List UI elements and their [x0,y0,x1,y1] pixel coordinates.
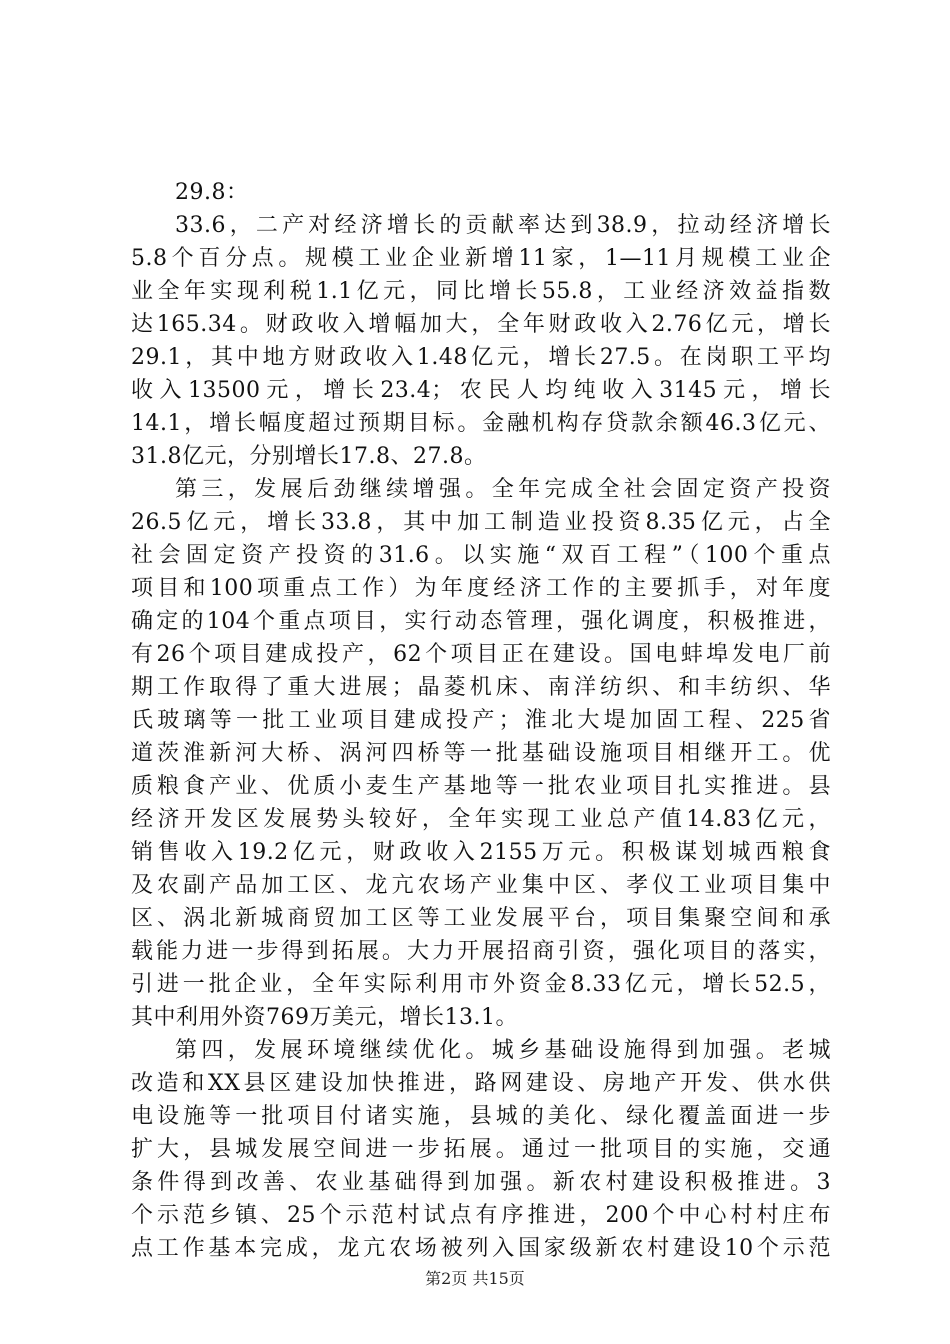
document-body [131,176,831,1265]
text-line: 载能力进一步得到拓展。大力开展招商引资，强化项目的落实， [131,939,831,964]
text-line: 期工作取得了重大进展；晶菱机床、南洋纺织、和丰纺织、华 [131,675,831,700]
text-line: 第四，发展环境继续优化。城乡基础设施得到加强。老城 [175,1038,831,1063]
text-line: 业全年实现利税1.1亿元，同比增长55.8，工业经济效益指数 [131,279,831,304]
text-line: 点工作基本完成，龙亢农场被列入国家级新农村建设10个示范 [131,1236,831,1261]
text-line: 区、涡北新城商贸加工区等工业发展平台，项目集聚空间和承 [131,906,831,931]
text-line: 29.8： [175,180,249,205]
text-line: 扩大，县城发展空间进一步拓展。通过一批项目的实施，交通 [131,1137,831,1162]
text-line: 29.1，其中地方财政收入1.48亿元，增长27.5。在岗职工平均 [131,345,831,370]
text-line: 第三，发展后劲继续增强。全年完成全社会固定资产投资 [175,477,831,502]
text-line: 经济开发区发展势头较好，全年实现工业总产值14.83亿元， [131,807,831,832]
text-line: 道茨淮新河大桥、涡河四桥等一批基础设施项目相继开工。优 [131,741,831,766]
text-line: 26.5亿元，增长33.8，其中加工制造业投资8.35亿元，占全 [131,510,831,535]
text-line: 电设施等一批项目付诸实施，县城的美化、绿化覆盖面进一步 [131,1104,831,1129]
text-line: 确定的104个重点项目，实行动态管理，强化调度，积极推进， [131,609,831,634]
text-line: 项目和100项重点工作）为年度经济工作的主要抓手，对年度 [131,576,831,601]
text-line: 质粮食产业、优质小麦生产基地等一批农业项目扎实推进。县 [131,774,831,799]
text-line: 达165.34。财政收入增幅加大，全年财政收入2.76亿元，增长 [131,312,831,337]
text-line: 销售收入19.2亿元，财政收入2155万元。积极谋划城西粮食 [131,840,831,865]
text-line: 个示范乡镇、25个示范村试点有序推进，200个中心村村庄布 [131,1203,831,1228]
text-line: 33.6，二产对经济增长的贡献率达到38.9，拉动经济增长 [175,213,831,238]
text-line: 其中利用外资769万美元，增长13.1。 [131,1005,518,1030]
text-line: 及农副产品加工区、龙亢农场产业集中区、孝仪工业项目集中 [131,873,831,898]
text-line: 14.1，增长幅度超过预期目标。金融机构存贷款余额46.3亿元、 [131,411,831,436]
text-line: 引进一批企业，全年实际利用市外资金8.33亿元，增长52.5， [131,972,831,997]
text-line: 社会固定资产投资的31.6。以实施“双百工程”（100个重点 [131,543,831,568]
text-line: 氏玻璃等一批工业项目建成投产；淮北大堤加固工程、225省 [131,708,831,733]
text-line: 31.8亿元，分别增长17.8、27.8。 [131,444,487,469]
text-line: 收入13500元，增长23.4；农民人均纯收入3145元，增长 [131,378,831,403]
page-number-footer: 第2页 共15页 [425,1269,525,1288]
text-line: 5.8个百分点。规模工业企业新增11家，1—11月规模工业企 [131,246,831,271]
text-line: 有26个项目建成投产，62个项目正在建设。国电蚌埠发电厂前 [131,642,831,667]
text-line: 条件得到改善、农业基础得到加强。新农村建设积极推进。3 [131,1170,831,1195]
text-line: 改造和XX县区建设加快推进，路网建设、房地产开发、供水供 [131,1071,831,1096]
